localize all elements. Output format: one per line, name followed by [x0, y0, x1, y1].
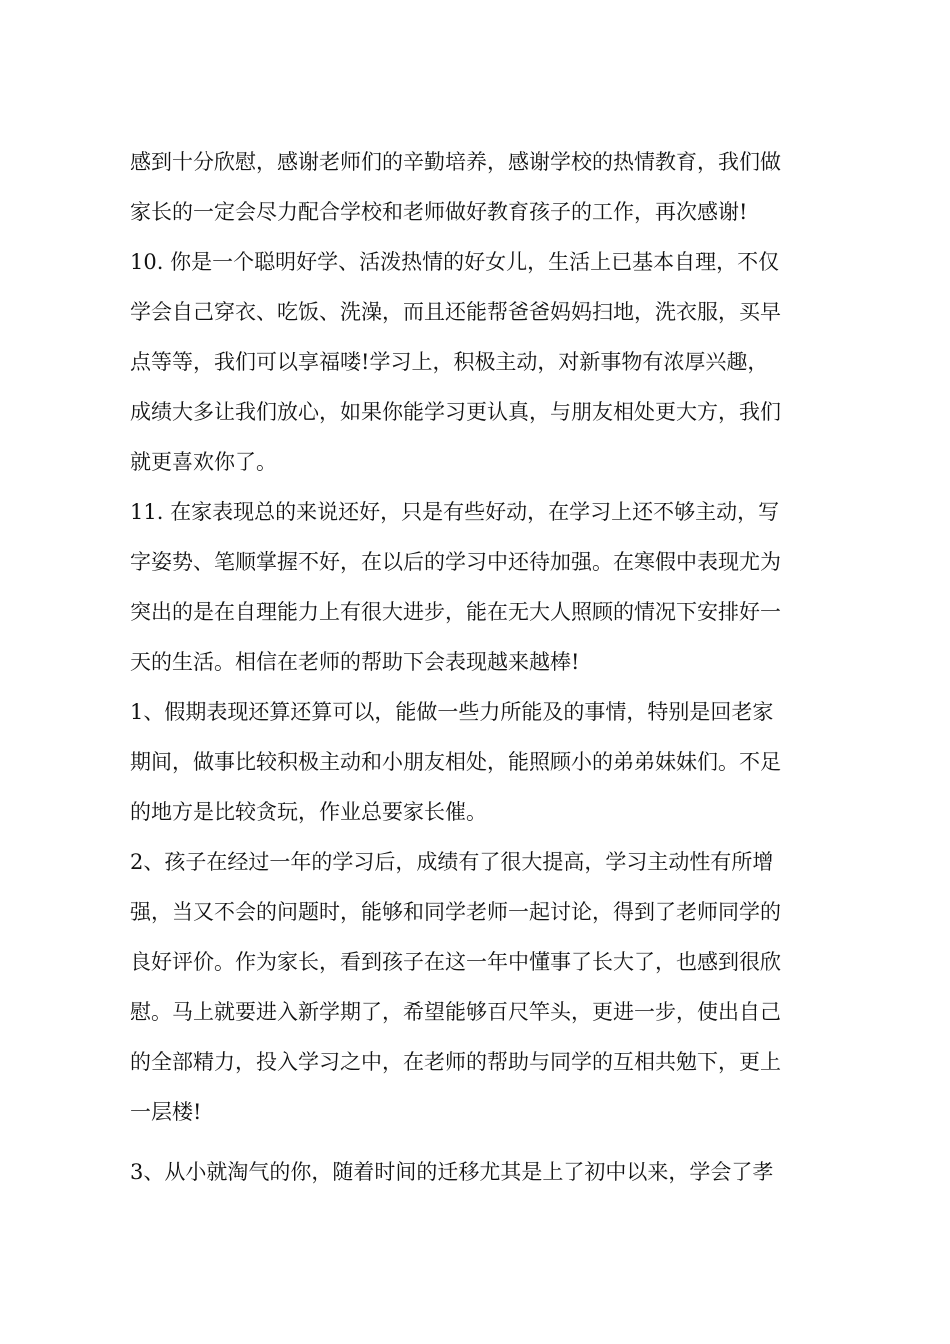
text-line: 良好评价。作为家长，看到孩子在这一年中懂事了长大了，也感到很欣	[130, 950, 781, 974]
text-line: 11. 在家表现总的来说还好，只是有些好动，在学习上还不够主动，写	[130, 500, 780, 524]
text-line: 的地方是比较贪玩，作业总要家长催。	[130, 800, 487, 824]
text-line: 点等等，我们可以享福喽!学习上，积极主动，对新事物有浓厚兴趣，	[130, 350, 769, 374]
text-line: 突出的是在自理能力上有很大进步，能在无大人照顾的情况下安排好一	[130, 600, 781, 624]
text-line: 10. 你是一个聪明好学、活泼热情的好女儿，生活上已基本自理，不仅	[130, 250, 780, 274]
text-line: 强，当又不会的问题时，能够和同学老师一起讨论，得到了老师同学的	[130, 900, 781, 924]
text-line: 学会自己穿衣、吃饭、洗澡，而且还能帮爸爸妈妈扫地，洗衣服，买早	[130, 300, 781, 324]
text-line: 期间，做事比较积极主动和小朋友相处，能照顾小的弟弟妹妹们。不足	[130, 750, 781, 774]
text-line: 字姿势、笔顺掌握不好，在以后的学习中还待加强。在寒假中表现尤为	[130, 550, 781, 574]
text-line: 家长的一定会尽力配合学校和老师做好教育孩子的工作，再次感谢!	[130, 200, 748, 224]
text-line: 的全部精力，投入学习之中，在老师的帮助与同学的互相共勉下，更上	[130, 1050, 781, 1074]
text-line: 就更喜欢你了。	[130, 450, 277, 474]
text-line: 2、孩子在经过一年的学习后，成绩有了很大提高，学习主动性有所增	[130, 850, 774, 874]
text-line: 一层楼!	[130, 1100, 202, 1124]
text-line: 天的生活。相信在老师的帮助下会表现越来越棒!	[130, 650, 580, 674]
text-line: 成绩大多让我们放心，如果你能学习更认真，与朋友相处更大方，我们	[130, 400, 781, 424]
text-line: 慰。马上就要进入新学期了，希望能够百尺竿头，更进一步，使出自己	[130, 1000, 781, 1024]
document-page	[130, 0, 830, 1344]
text-line: 1、假期表现还算还算可以，能做一些力所能及的事情，特别是回老家	[130, 700, 774, 724]
text-line: 3、从小就淘气的你，随着时间的迁移尤其是上了初中以来，学会了孝	[130, 1160, 774, 1184]
text-line: 感到十分欣慰，感谢老师们的辛勤培养，感谢学校的热情教育，我们做	[130, 150, 781, 174]
